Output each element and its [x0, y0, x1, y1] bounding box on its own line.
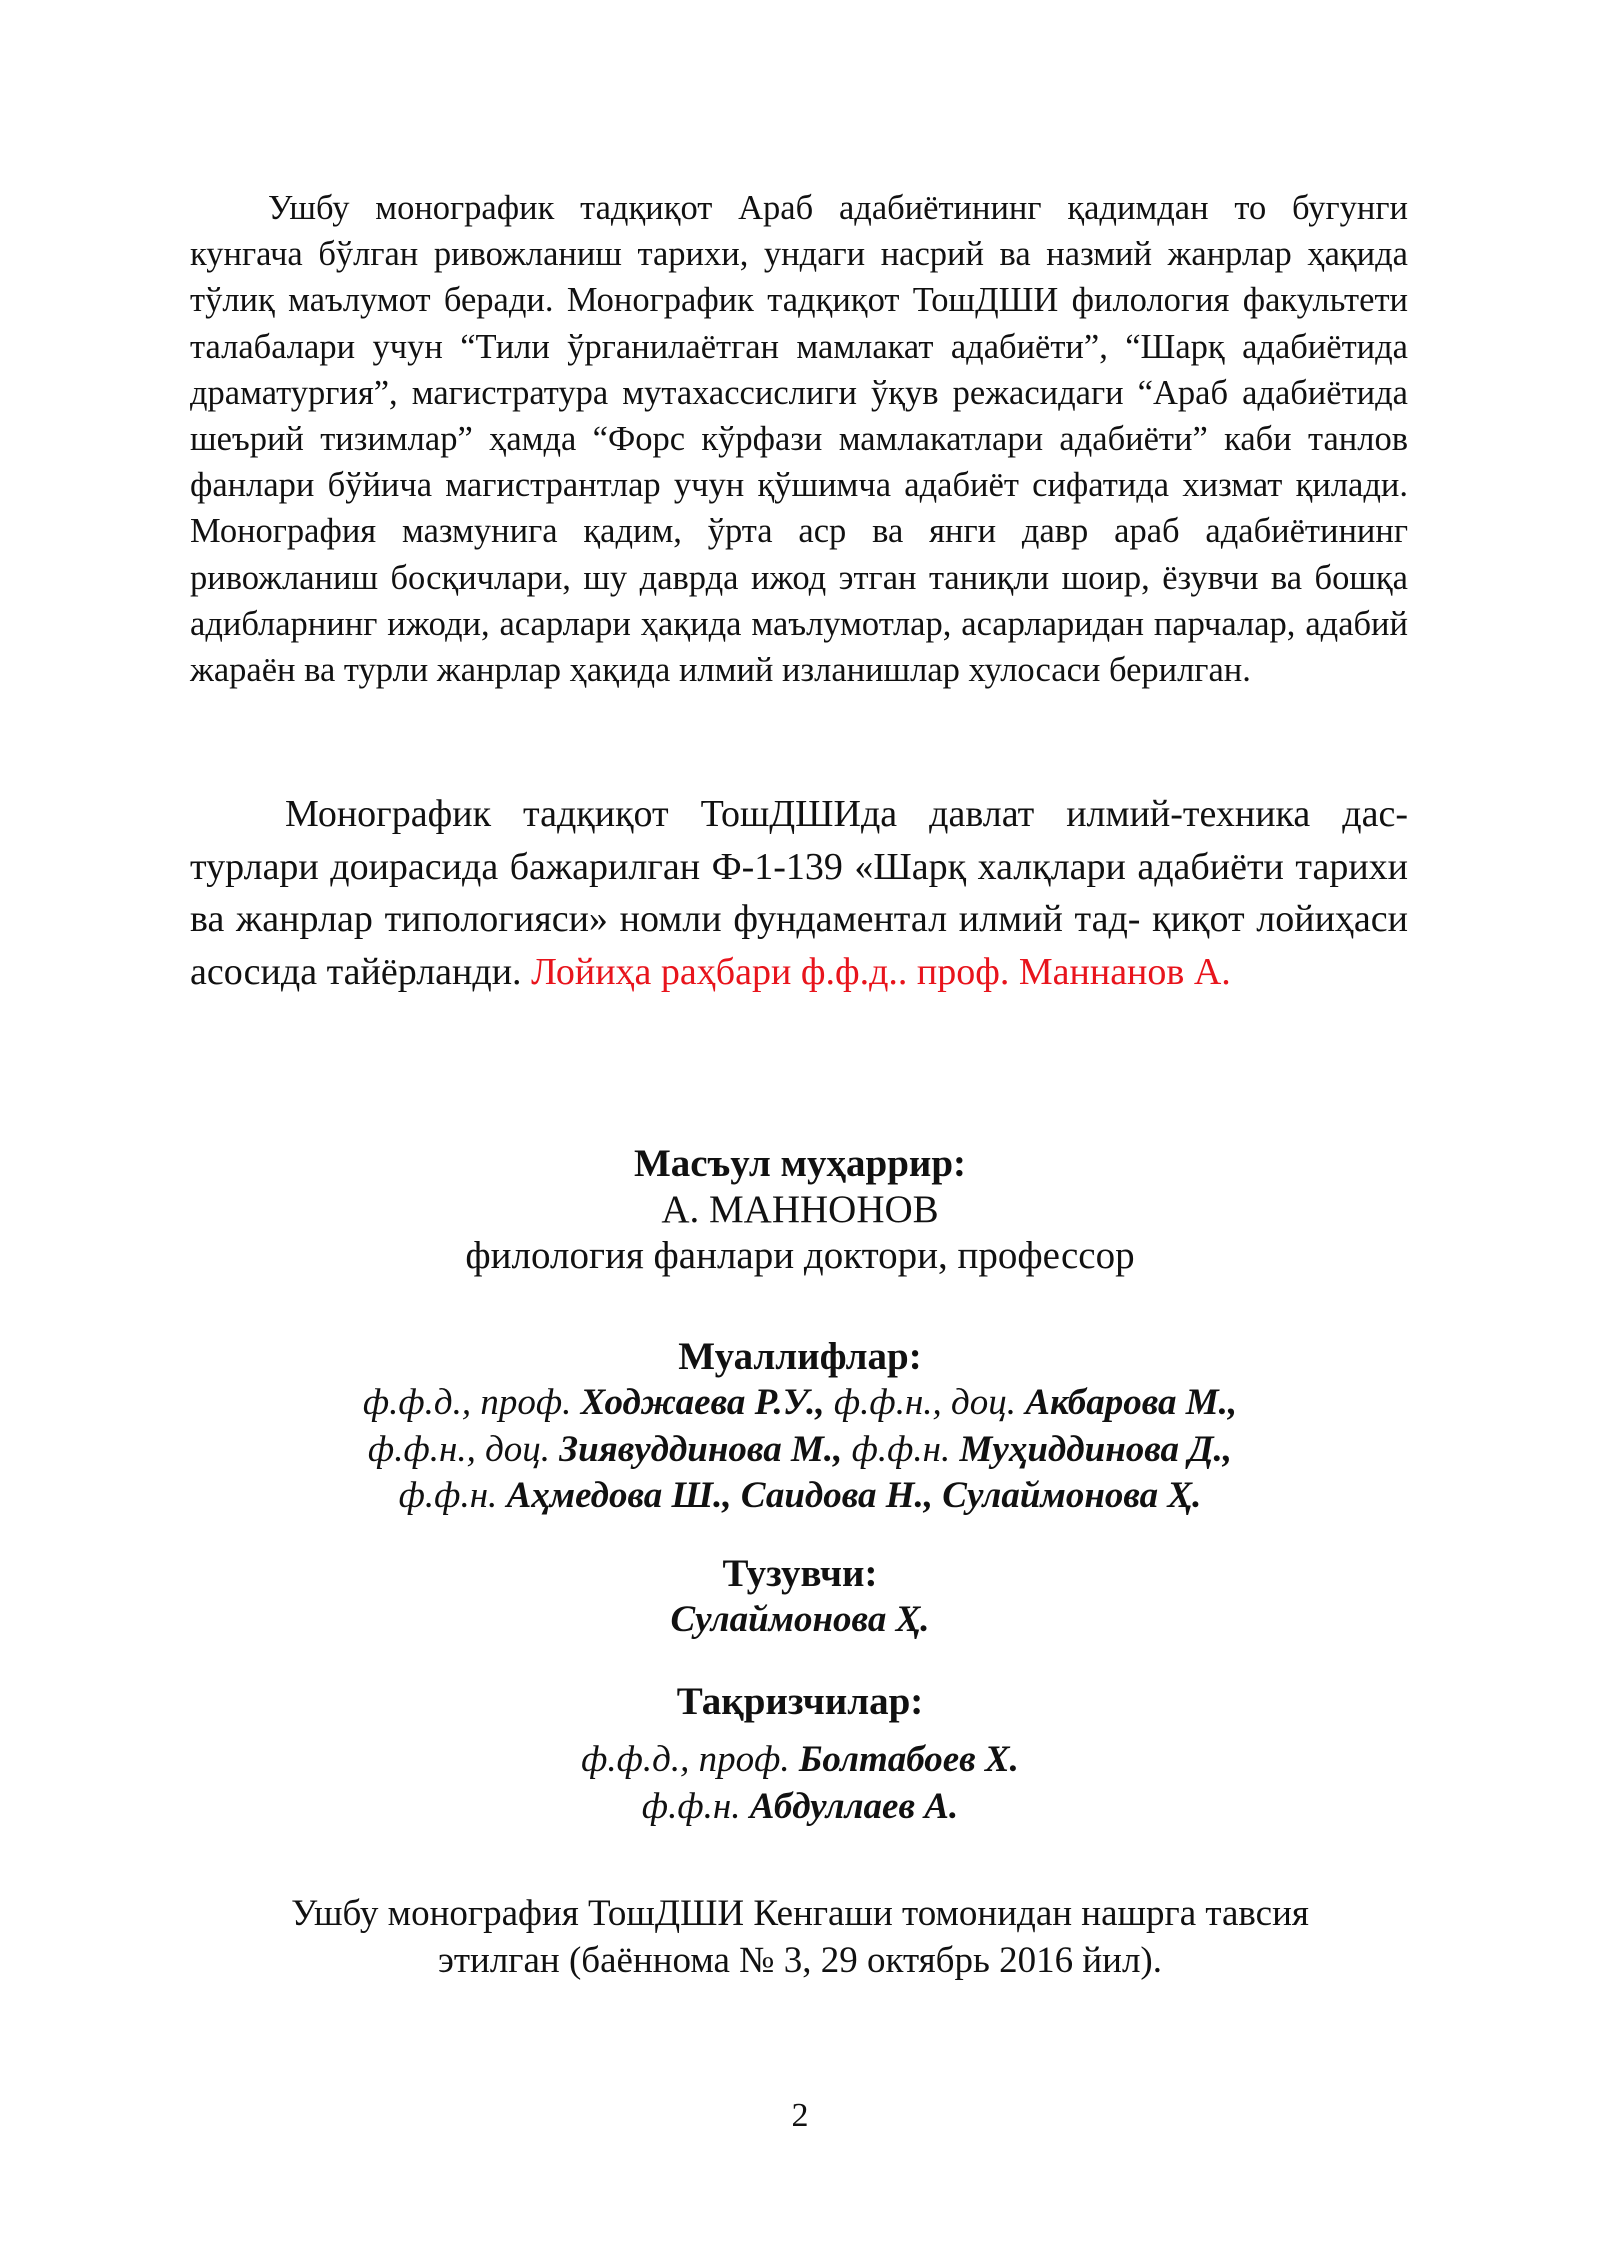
- author-name: Зиявуддинова М.,: [559, 1428, 843, 1470]
- author-degree: ф.ф.н.: [398, 1475, 507, 1516]
- authors-line: [200, 1427, 1400, 1474]
- reviewer-name: Абдуллаев А.: [749, 1785, 959, 1827]
- editor-name: А. МАННОНОВ: [661, 1188, 939, 1231]
- reviewer-degree: ф.ф.д., проф.: [581, 1739, 799, 1780]
- page-number: 2: [791, 2097, 809, 2134]
- compiler-line: [200, 1597, 1400, 1644]
- reviewers-section: [200, 1679, 1400, 1830]
- editor-heading: Масъул муҳаррир:: [633, 1142, 967, 1185]
- compiler-section: [200, 1551, 1400, 1644]
- editor-section: [200, 1141, 1400, 1279]
- reviewer-name: Болтабоев Х.: [798, 1739, 1019, 1780]
- author-name: Аҳмедова Ш., Саидова Н., Сулаймонова Ҳ.: [506, 1475, 1202, 1516]
- reviewer-degree: ф.ф.н.: [641, 1785, 750, 1827]
- reviewer-line: [200, 1737, 1400, 1784]
- recommendation-line: Ушбу монография ТошДШИ Кенгаши томонидан нашрга тавсия: [291, 1893, 1309, 1934]
- author-name: Акбарова М.,: [1025, 1382, 1238, 1423]
- authors-section: [200, 1334, 1400, 1520]
- recommendation-line: этилган (баённома № 3, 29 октябрь 2016 йил).: [437, 1940, 1162, 1981]
- author-degree: ф.ф.н., доц.: [824, 1382, 1026, 1423]
- reviewers-heading: Тақризчилар:: [676, 1680, 924, 1723]
- editor-title: филология фанлари доктори, профессор: [465, 1234, 1135, 1277]
- author-name: Муҳиддинова Д.,: [959, 1428, 1233, 1470]
- project-leader-note: Лойиҳа раҳбари ф.ф.д.. проф. Маннанов А.: [531, 950, 1231, 993]
- recommendation-section: [200, 1890, 1400, 1984]
- abstract-paragraph: Ушбу монографик тадқиқот Араб адабиётининг қадимдан то бугунги кунгача бўлган ривожланиш тарихи, ундаги насрий ва назмий жанрлар ҳақида тўлиқ маълумот беради. Монографик тадқиқот ТошДШИ филология факультети талабалари учун “Тили ўрганилаётган мамлакат адабиёти”, “Шарқ адабиётида драматургия”, магистратура мутахассислиги ўқув режасидаги “Араб адабиётида шеърий тизимлар” ҳамда “Форс кўрфази мамлакатлари адабиёти” каби танлов фанлари бўйича магистрантлар учун қўшимча адабиёт сифатида хизмат қилади. Монография мазмунига қадим, ўрта аср ва янги давр араб адабиётининг ривожланиш босқичлари, шу даврда ижод этган таниқли шоир, ёзувчи ва бошқа адибларнинг ижоди, асарлари ҳақида маълумотлар, асарларидан парчалар, адабий жараён ва турли жанрлар ҳақида илмий изланишлар хулосаси берилган.: [190, 189, 1408, 690]
- author-degree: ф.ф.д., проф.: [362, 1382, 581, 1423]
- compiler-name: Сулаймонова Ҳ.: [670, 1599, 930, 1640]
- funding-text: Монографик тадқиқот ТошДШИда давлат илмий-техника дас- турлари доирасида бажарилган Ф-1-139 «Шарқ халқлари адабиёти тарихи ва жанрлар типологияси» номли фундаментал илмий тад- қиқот лойиҳаси асосида тайёрланди.: [190, 793, 1408, 993]
- authors-line: [200, 1473, 1400, 1520]
- author-name: Ходжаева Р.У.,: [580, 1382, 825, 1423]
- reviewer-line: [200, 1784, 1400, 1831]
- compiler-heading: Тузувчи:: [722, 1552, 878, 1595]
- funding-paragraph: [190, 788, 1408, 998]
- authors-line: [200, 1380, 1400, 1427]
- author-degree: ф.ф.н.: [842, 1428, 960, 1470]
- authors-heading: Муаллифлар:: [678, 1335, 922, 1378]
- author-degree: ф.ф.н., доц.: [367, 1428, 560, 1470]
